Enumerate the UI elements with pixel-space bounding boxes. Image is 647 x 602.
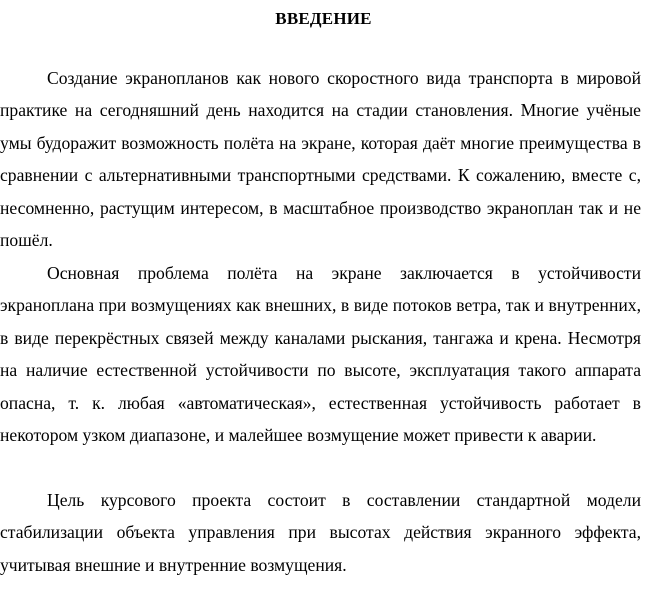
paragraph-intro: Создание экранопланов как нового скоростного вида транспорта в мировой практике на сегодняшний день находится на стадии становления. Многие учёные умы будоражит возможность полёта на экране, которая даёт многие преимущества в сравнении с альтернативными транспортными средствами. К сожалению, вместе с, несомненно, растущим интересом, в масштабное производство экраноплан так и не пошёл. bbox=[0, 68, 641, 251]
paragraph-project-goal: Цель курсового проекта состоит в составлении стандартной модели стабилизации объекта управления при высотах действия экранного эффекта, учитывая внешние и внутренние возмущения. bbox=[0, 490, 641, 575]
section-heading: ВВЕДЕНИЕ bbox=[275, 9, 372, 28]
paragraph-main-problem: Основная проблема полёта на экране заключается в устойчивости экраноплана при возмущениях как внешних, в виде потоков ветра, так и внутренних, в виде перекрёстных связей между каналами рыскания, тангажа и крена. Несмотря на наличие естественной устойчивости по высоте, эксплуатация такого аппарата опасна, т. к. любая «автоматическая», естественная устойчивость работает в некотором узком диапазоне, и малейшее возмущение может привести к аварии. bbox=[0, 263, 641, 446]
